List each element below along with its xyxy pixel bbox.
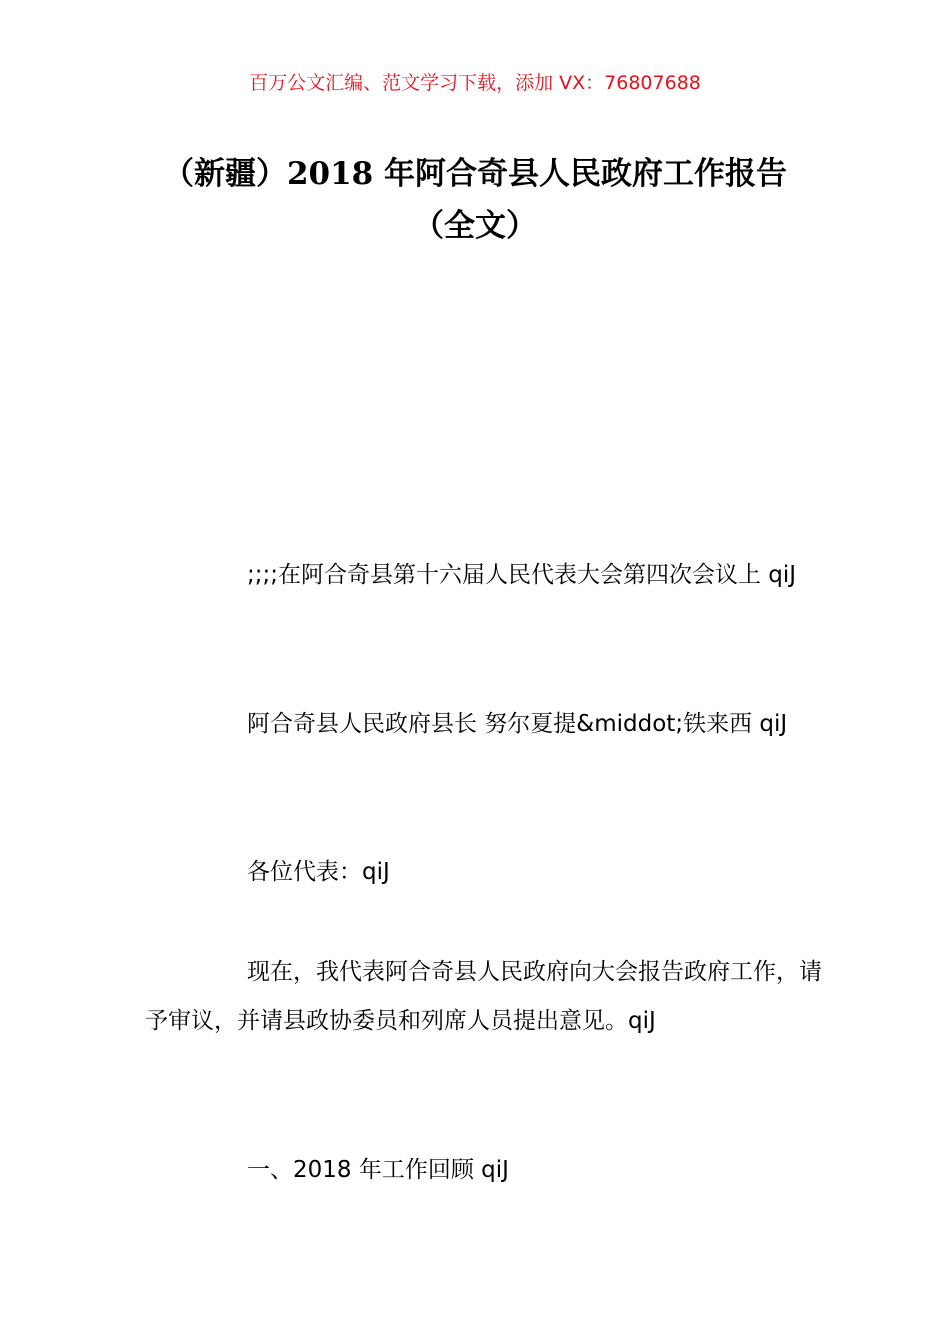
paragraph-speaker: 阿合奇县人民政府县长 努尔夏提&middot;铁来西 qiJ xyxy=(247,711,788,737)
paragraph-salutation: 各位代表：qiJ xyxy=(247,859,390,885)
paragraph-intro: 现在，我代表阿合奇县人民政府向大会报告政府工作，请予审议，并请县政协委员和列席人员提出意见。qiJ xyxy=(145,959,822,1034)
header-note: 百万公文汇编、范文学习下载，添加 VX：76807688 xyxy=(249,72,701,94)
section-heading: 一、2018 年工作回顾 qiJ xyxy=(247,1157,509,1183)
document-title: （新疆）2018 年阿合奇县人民政府工作报告（全文） xyxy=(162,156,788,244)
paragraph-meeting: ;;;;在阿合奇县第十六届人民代表大会第四次会议上 qiJ xyxy=(247,562,797,588)
